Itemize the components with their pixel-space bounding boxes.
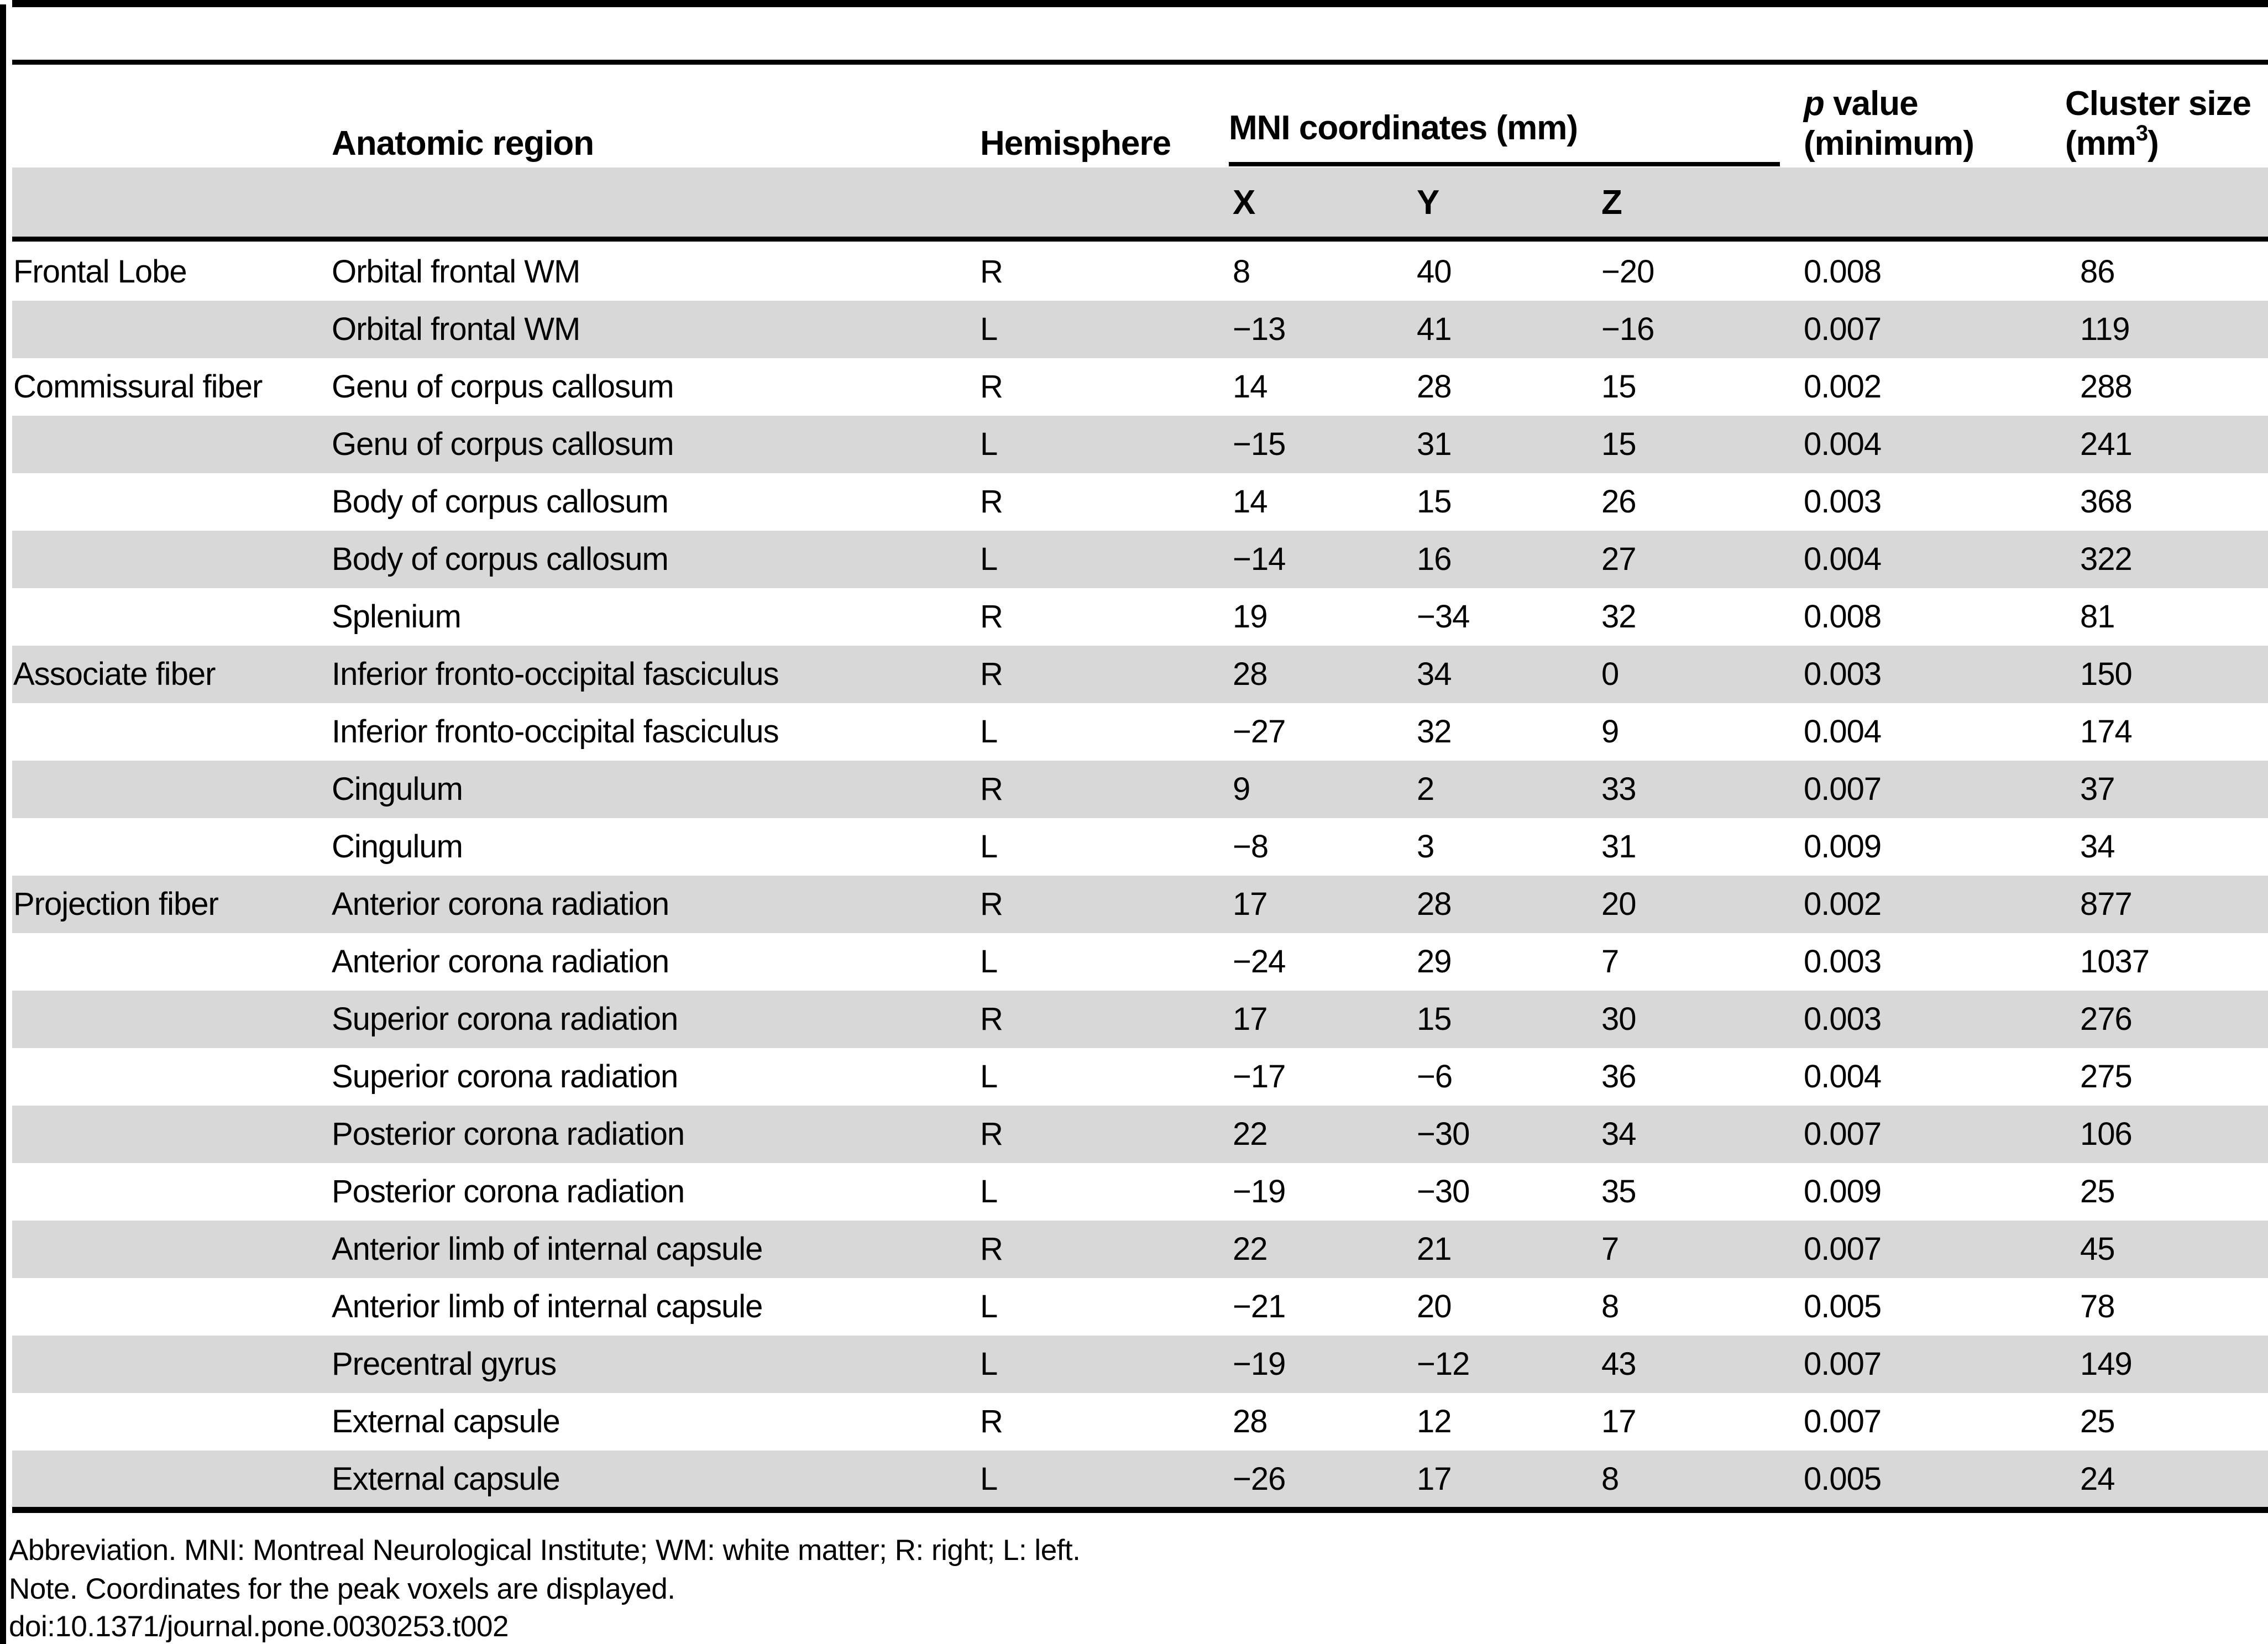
cell-cluster-size: 368 bbox=[2080, 484, 2132, 520]
cell-anatomic-region: Anterior limb of internal capsule bbox=[332, 1231, 763, 1267]
cell-p-value: 0.005 bbox=[1804, 1289, 1882, 1324]
cell-category: Projection fiber bbox=[13, 886, 218, 922]
cell-mni-x: 9 bbox=[1233, 771, 1250, 807]
cell-cluster-size: 34 bbox=[2080, 829, 2115, 865]
cell-hemisphere: L bbox=[980, 1289, 998, 1324]
cell-mni-z: 0 bbox=[1601, 656, 1619, 692]
cell-cluster-size: 119 bbox=[2080, 311, 2130, 347]
cell-anatomic-region: Precentral gyrus bbox=[332, 1346, 557, 1382]
cell-hemisphere: R bbox=[980, 369, 1003, 405]
p-value-rest: value bbox=[1824, 85, 1918, 123]
cell-mni-x: 28 bbox=[1233, 1404, 1267, 1439]
cell-hemisphere: L bbox=[980, 829, 998, 865]
cell-hemisphere: L bbox=[980, 1461, 998, 1497]
table-row bbox=[12, 991, 2268, 1048]
cell-mni-x: −8 bbox=[1233, 829, 1269, 865]
table-row bbox=[12, 1106, 2268, 1163]
cell-mni-y: 16 bbox=[1417, 541, 1452, 577]
cell-mni-y: 15 bbox=[1417, 1001, 1452, 1037]
cell-mni-y: 21 bbox=[1417, 1231, 1452, 1267]
cell-cluster-size: 322 bbox=[2080, 541, 2132, 577]
cell-anatomic-region: External capsule bbox=[332, 1404, 560, 1439]
cell-hemisphere: R bbox=[980, 886, 1003, 922]
cell-mni-y: −34 bbox=[1417, 599, 1470, 635]
cell-p-value: 0.009 bbox=[1804, 1174, 1882, 1210]
table-top-rule bbox=[12, 60, 2268, 65]
cell-anatomic-region: Superior corona radiation bbox=[332, 1001, 678, 1037]
cell-anatomic-region: Posterior corona radiation bbox=[332, 1174, 685, 1210]
p-value-italic-p: p bbox=[1804, 85, 1824, 123]
cell-mni-z: 15 bbox=[1601, 426, 1636, 462]
subheader-x: X bbox=[1233, 184, 1256, 222]
table-row bbox=[12, 1221, 2268, 1278]
cell-hemisphere: R bbox=[980, 599, 1003, 635]
table-row bbox=[12, 1451, 2268, 1508]
cell-mni-x: 14 bbox=[1233, 369, 1267, 405]
cell-anatomic-region: Anterior corona radiation bbox=[332, 886, 669, 922]
cell-mni-y: 28 bbox=[1417, 369, 1452, 405]
table-row bbox=[12, 358, 2268, 416]
cell-hemisphere: R bbox=[980, 656, 1003, 692]
cell-cluster-size: 86 bbox=[2080, 254, 2115, 290]
cell-mni-x: −24 bbox=[1233, 944, 1286, 980]
header-bottom-rule bbox=[12, 237, 2268, 242]
cell-anatomic-region: Cingulum bbox=[332, 829, 463, 865]
cell-cluster-size: 25 bbox=[2080, 1404, 2115, 1439]
cell-p-value: 0.007 bbox=[1804, 1346, 1882, 1382]
cell-mni-y: 2 bbox=[1417, 771, 1434, 807]
cell-mni-z: 9 bbox=[1601, 714, 1619, 750]
cell-p-value: 0.004 bbox=[1804, 541, 1882, 577]
cell-cluster-size: 81 bbox=[2080, 599, 2115, 635]
cell-anatomic-region: External capsule bbox=[332, 1461, 560, 1497]
cell-mni-x: −26 bbox=[1233, 1461, 1286, 1497]
cell-anatomic-region: Body of corpus callosum bbox=[332, 484, 668, 520]
cell-mni-y: −30 bbox=[1417, 1116, 1470, 1152]
cell-anatomic-region: Superior corona radiation bbox=[332, 1059, 678, 1095]
cell-mni-x: −13 bbox=[1233, 311, 1286, 347]
cell-mni-z: 7 bbox=[1601, 944, 1619, 980]
column-header-p-value bbox=[1804, 84, 1974, 164]
cell-hemisphere: R bbox=[980, 1001, 1003, 1037]
table-row bbox=[12, 531, 2268, 588]
cell-anatomic-region: Genu of corpus callosum bbox=[332, 426, 674, 462]
cell-cluster-size: 78 bbox=[2080, 1289, 2115, 1324]
cell-p-value: 0.008 bbox=[1804, 254, 1882, 290]
cell-p-value: 0.007 bbox=[1804, 1116, 1882, 1152]
cell-mni-x: 8 bbox=[1233, 254, 1250, 290]
cell-anatomic-region: Inferior fronto-occipital fasciculus bbox=[332, 656, 779, 692]
table-row bbox=[12, 876, 2268, 933]
cell-p-value: 0.003 bbox=[1804, 484, 1882, 520]
cell-mni-y: −12 bbox=[1417, 1346, 1470, 1382]
cell-hemisphere: R bbox=[980, 1404, 1003, 1439]
cell-mni-z: −16 bbox=[1601, 311, 1654, 347]
cell-mni-z: 20 bbox=[1601, 886, 1636, 922]
cell-p-value: 0.004 bbox=[1804, 714, 1882, 750]
cell-mni-y: 17 bbox=[1417, 1461, 1452, 1497]
cell-cluster-size: 241 bbox=[2080, 426, 2132, 462]
table-row bbox=[12, 301, 2268, 358]
cell-mni-y: 12 bbox=[1417, 1404, 1452, 1439]
table-row bbox=[12, 818, 2268, 876]
table-row bbox=[12, 646, 2268, 703]
cell-cluster-size: 150 bbox=[2080, 656, 2132, 692]
cell-mni-y: −30 bbox=[1417, 1174, 1470, 1210]
cell-hemisphere: L bbox=[980, 714, 998, 750]
column-header-mni-coordinates: MNI coordinates (mm) bbox=[1229, 109, 1578, 147]
table-row bbox=[12, 473, 2268, 531]
cell-mni-z: 43 bbox=[1601, 1346, 1636, 1382]
cell-mni-x: −27 bbox=[1233, 714, 1286, 750]
table-row bbox=[12, 416, 2268, 473]
cell-mni-z: 26 bbox=[1601, 484, 1636, 520]
cell-cluster-size: 106 bbox=[2080, 1116, 2132, 1152]
cell-cluster-size: 275 bbox=[2080, 1059, 2132, 1095]
cell-p-value: 0.002 bbox=[1804, 369, 1882, 405]
cell-mni-z: 33 bbox=[1601, 771, 1636, 807]
cell-mni-z: 34 bbox=[1601, 1116, 1636, 1152]
cell-cluster-size: 149 bbox=[2080, 1346, 2132, 1382]
cell-p-value: 0.004 bbox=[1804, 1059, 1882, 1095]
table-row bbox=[12, 1048, 2268, 1106]
cell-p-value: 0.003 bbox=[1804, 944, 1882, 980]
table-row bbox=[12, 588, 2268, 646]
cell-mni-y: 28 bbox=[1417, 886, 1452, 922]
table-bottom-rule bbox=[12, 1507, 2268, 1513]
cluster-size-line1: Cluster size bbox=[2065, 85, 2251, 123]
cell-mni-x: −15 bbox=[1233, 426, 1286, 462]
column-header-hemisphere: Hemisphere bbox=[980, 124, 1171, 163]
mni-header-underline bbox=[1229, 162, 1780, 166]
footnote-note: Note. Coordinates for the peak voxels are displayed. bbox=[9, 1573, 675, 1605]
cell-anatomic-region: Anterior limb of internal capsule bbox=[332, 1289, 763, 1324]
cell-mni-y: 32 bbox=[1417, 714, 1452, 750]
cell-mni-x: −14 bbox=[1233, 541, 1286, 577]
p-value-line2: (minimum) bbox=[1804, 124, 1974, 163]
cell-cluster-size: 1037 bbox=[2080, 944, 2150, 980]
cell-cluster-size: 25 bbox=[2080, 1174, 2115, 1210]
cell-cluster-size: 37 bbox=[2080, 771, 2115, 807]
cluster-size-line2: $(mm^3)$ bbox=[2065, 121, 2159, 163]
cell-anatomic-region: Cingulum bbox=[332, 771, 463, 807]
column-header-cluster-size bbox=[2065, 84, 2251, 164]
cell-p-value: 0.003 bbox=[1804, 1001, 1882, 1037]
footnote-doi: doi:10.1371/journal.pone.0030253.t002 bbox=[9, 1610, 509, 1643]
cell-mni-x: −21 bbox=[1233, 1289, 1286, 1324]
cell-mni-x: 14 bbox=[1233, 484, 1267, 520]
cell-hemisphere: R bbox=[980, 771, 1003, 807]
cell-anatomic-region: Splenium bbox=[332, 599, 461, 635]
cell-hemisphere: R bbox=[980, 254, 1003, 290]
cell-cluster-size: 288 bbox=[2080, 369, 2132, 405]
cell-mni-x: 22 bbox=[1233, 1231, 1267, 1267]
cell-p-value: 0.009 bbox=[1804, 829, 1882, 865]
cell-hemisphere: R bbox=[980, 484, 1003, 520]
cell-p-value: 0.002 bbox=[1804, 886, 1882, 922]
subheader-z: Z bbox=[1601, 184, 1622, 222]
cell-p-value: 0.005 bbox=[1804, 1461, 1882, 1497]
cell-mni-y: 29 bbox=[1417, 944, 1452, 980]
cell-anatomic-region: Body of corpus callosum bbox=[332, 541, 668, 577]
cell-hemisphere: L bbox=[980, 426, 998, 462]
cell-mni-y: −6 bbox=[1417, 1059, 1453, 1095]
cell-p-value: 0.004 bbox=[1804, 426, 1882, 462]
cell-mni-z: 8 bbox=[1601, 1289, 1619, 1324]
cell-mni-x: −17 bbox=[1233, 1059, 1286, 1095]
cell-cluster-size: 45 bbox=[2080, 1231, 2115, 1267]
subheader-y: Y bbox=[1417, 184, 1440, 222]
cell-mni-x: 17 bbox=[1233, 1001, 1267, 1037]
cell-anatomic-region: Anterior corona radiation bbox=[332, 944, 669, 980]
table-row bbox=[12, 761, 2268, 818]
cell-cluster-size: 174 bbox=[2080, 714, 2132, 750]
column-header-anatomic-region: Anatomic region bbox=[332, 124, 594, 163]
table-row bbox=[12, 933, 2268, 991]
cell-hemisphere: L bbox=[980, 1174, 998, 1210]
cell-mni-y: 3 bbox=[1417, 829, 1434, 865]
cell-mni-z: −20 bbox=[1601, 254, 1654, 290]
cell-anatomic-region: Genu of corpus callosum bbox=[332, 369, 674, 405]
table-sheet bbox=[12, 0, 2268, 1644]
table-row bbox=[12, 1393, 2268, 1451]
top-border-rule bbox=[12, 0, 2268, 7]
cell-category: Associate fiber bbox=[13, 656, 216, 692]
cell-mni-y: 34 bbox=[1417, 656, 1452, 692]
cell-mni-z: 17 bbox=[1601, 1404, 1636, 1439]
cell-mni-x: 17 bbox=[1233, 886, 1267, 922]
table-row bbox=[12, 703, 2268, 761]
cell-hemisphere: L bbox=[980, 944, 998, 980]
cell-p-value: 0.007 bbox=[1804, 311, 1882, 347]
cell-anatomic-region: Inferior fronto-occipital fasciculus bbox=[332, 714, 779, 750]
cluster-size-superscript: 3 bbox=[2135, 121, 2148, 145]
cell-anatomic-region: Orbital frontal WM bbox=[332, 254, 580, 290]
cell-category: Commissural fiber bbox=[13, 369, 263, 405]
cell-p-value: 0.007 bbox=[1804, 771, 1882, 807]
cell-mni-z: 7 bbox=[1601, 1231, 1619, 1267]
cell-mni-x: −19 bbox=[1233, 1346, 1286, 1382]
cell-hemisphere: R bbox=[980, 1231, 1003, 1267]
cell-anatomic-region: Posterior corona radiation bbox=[332, 1116, 685, 1152]
cell-mni-z: 32 bbox=[1601, 599, 1636, 635]
cell-mni-z: 15 bbox=[1601, 369, 1636, 405]
cell-p-value: 0.008 bbox=[1804, 599, 1882, 635]
cell-hemisphere: L bbox=[980, 541, 998, 577]
table-row bbox=[12, 1336, 2268, 1393]
cell-mni-z: 8 bbox=[1601, 1461, 1619, 1497]
cell-mni-z: 27 bbox=[1601, 541, 1636, 577]
cell-mni-y: 20 bbox=[1417, 1289, 1452, 1324]
table-row bbox=[12, 243, 2268, 301]
cell-mni-z: 36 bbox=[1601, 1059, 1636, 1095]
cell-mni-y: 31 bbox=[1417, 426, 1452, 462]
cell-hemisphere: L bbox=[980, 1059, 998, 1095]
cell-p-value: 0.003 bbox=[1804, 656, 1882, 692]
table-row bbox=[12, 1278, 2268, 1336]
cell-hemisphere: R bbox=[980, 1116, 1003, 1152]
left-border-rule bbox=[0, 4, 6, 1644]
cell-cluster-size: 276 bbox=[2080, 1001, 2132, 1037]
cell-p-value: 0.007 bbox=[1804, 1231, 1882, 1267]
cell-cluster-size: 877 bbox=[2080, 886, 2132, 922]
cell-mni-x: 19 bbox=[1233, 599, 1267, 635]
cell-anatomic-region: Orbital frontal WM bbox=[332, 311, 580, 347]
cell-cluster-size: 24 bbox=[2080, 1461, 2115, 1497]
cell-hemisphere: L bbox=[980, 311, 998, 347]
cell-mni-z: 30 bbox=[1601, 1001, 1636, 1037]
cell-mni-z: 35 bbox=[1601, 1174, 1636, 1210]
table-row bbox=[12, 1163, 2268, 1221]
cell-mni-y: 15 bbox=[1417, 484, 1452, 520]
cell-mni-y: 41 bbox=[1417, 311, 1452, 347]
cell-hemisphere: L bbox=[980, 1346, 998, 1382]
cell-mni-x: −19 bbox=[1233, 1174, 1286, 1210]
cell-mni-x: 28 bbox=[1233, 656, 1267, 692]
cell-mni-y: 40 bbox=[1417, 254, 1452, 290]
cell-category: Frontal Lobe bbox=[13, 254, 187, 290]
footnote-abbreviation: Abbreviation. MNI: Montreal Neurological Institute; WM: white matter; R: right; L: left. bbox=[9, 1534, 1081, 1567]
cell-p-value: 0.007 bbox=[1804, 1404, 1882, 1439]
cell-mni-x: 22 bbox=[1233, 1116, 1267, 1152]
cell-mni-z: 31 bbox=[1601, 829, 1636, 865]
xyz-subheader-band bbox=[12, 167, 2268, 238]
